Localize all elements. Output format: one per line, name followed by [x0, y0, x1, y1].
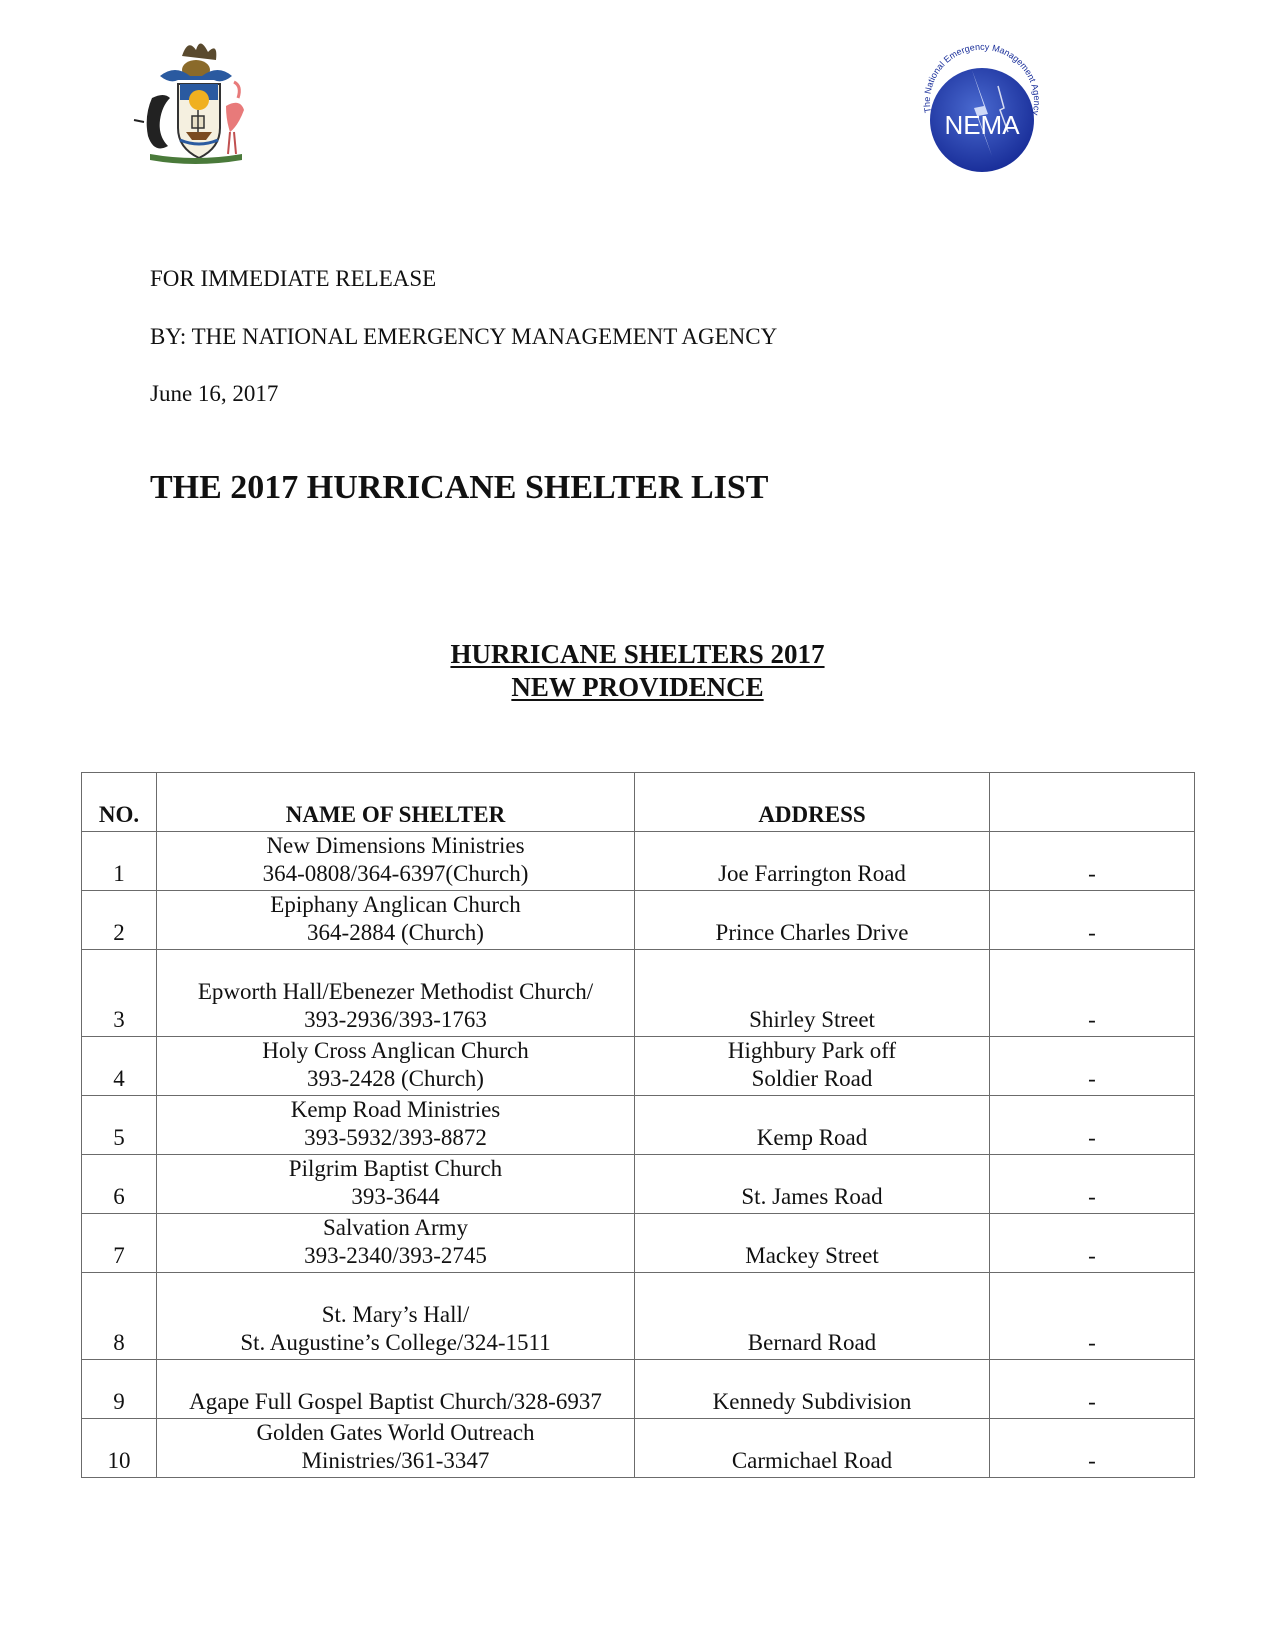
- shelter-address-cell: [635, 891, 990, 950]
- shelter-name: New Dimensions Ministries: [266, 833, 525, 858]
- nema-lightning-logo-icon: [912, 36, 1052, 176]
- table-row: [82, 1155, 1195, 1214]
- shelter-number: 2: [82, 891, 157, 950]
- extra-cell: -: [990, 1273, 1195, 1360]
- shelter-address-cell: [635, 1096, 990, 1155]
- nema-logo-text: NEMA: [944, 110, 1020, 140]
- extra-cell: -: [990, 1360, 1195, 1419]
- shelter-phone: 393-2428 (Church): [307, 1066, 484, 1091]
- shelter-phone: 393-2340/393-2745: [304, 1243, 487, 1268]
- shelter-address-line: Carmichael Road: [731, 1448, 893, 1473]
- shelter-address-cell: [635, 1419, 990, 1478]
- shelter-name-cell: [157, 832, 635, 891]
- table-row: [82, 1360, 1195, 1419]
- shelter-address-cell: [635, 1360, 990, 1419]
- shelter-name-cell: [157, 1155, 635, 1214]
- shelter-phone: 364-2884 (Church): [307, 920, 484, 945]
- shelter-name-cell: [157, 891, 635, 950]
- table-row: [82, 832, 1195, 891]
- shelter-name: Kemp Road Ministries: [290, 1097, 501, 1122]
- shelter-name-cell: [157, 950, 635, 1037]
- shelter-address-line: Kemp Road: [756, 1125, 868, 1150]
- shelter-address-cell: [635, 950, 990, 1037]
- table-row: [82, 1419, 1195, 1478]
- extra-cell: -: [990, 832, 1195, 891]
- section-heading-line2: NEW PROVIDENCE: [511, 672, 764, 702]
- shelter-name: St. Mary’s Hall/: [321, 1302, 470, 1327]
- extra-cell: -: [990, 1155, 1195, 1214]
- shelter-name: Epworth Hall/Ebenezer Methodist Church/: [197, 979, 594, 1004]
- shelter-name: Epiphany Anglican Church: [270, 892, 521, 917]
- shelter-number: 4: [82, 1037, 157, 1096]
- nema-ring-text: The National Emergency Management Agency: [921, 41, 1043, 117]
- shelter-name: Salvation Army: [322, 1215, 469, 1240]
- shelter-address-line: Prince Charles Drive: [715, 920, 909, 945]
- shelter-phone: 393-2936/393-1763: [304, 1007, 487, 1032]
- shelter-name-cell: [157, 1273, 635, 1360]
- shelter-name: Pilgrim Baptist Church: [288, 1156, 503, 1181]
- shelter-name-cell: [157, 1096, 635, 1155]
- shelter-address-cell: [635, 1214, 990, 1273]
- shelter-phone: Agape Full Gospel Baptist Church/328-6937: [189, 1389, 602, 1414]
- table-row: [82, 1273, 1195, 1360]
- table-row: [82, 891, 1195, 950]
- shelter-address-cell: [635, 1037, 990, 1096]
- table-row: [82, 1096, 1195, 1155]
- shelter-name-cell: [157, 1214, 635, 1273]
- shelter-address-line: Soldier Road: [751, 1066, 873, 1091]
- shelter-number: 1: [82, 832, 157, 891]
- column-header-extra: [990, 773, 1195, 832]
- shelter-address-cell: [635, 1273, 990, 1360]
- shelter-name: Golden Gates World Outreach: [256, 1420, 535, 1445]
- extra-cell: -: [990, 950, 1195, 1037]
- byline: BY: THE NATIONAL EMERGENCY MANAGEMENT AGENCY: [150, 324, 778, 349]
- shelter-address-line: Shirley Street: [749, 1007, 875, 1032]
- shelter-number: 5: [82, 1096, 157, 1155]
- table-row: [82, 950, 1195, 1037]
- shelter-name-cell: [157, 1037, 635, 1096]
- column-header-name: NAME OF SHELTER: [157, 773, 635, 832]
- shelter-phone: 393-3644: [351, 1184, 440, 1209]
- extra-cell: -: [990, 1419, 1195, 1478]
- release-notice: FOR IMMEDIATE RELEASE: [150, 266, 437, 291]
- shelter-phone: St. Augustine’s College/324-1511: [240, 1330, 551, 1355]
- shelter-address-cell: [635, 832, 990, 891]
- column-header-no: NO.: [82, 773, 157, 832]
- shelter-address-line: Mackey Street: [745, 1243, 879, 1268]
- page-title: THE 2017 HURRICANE SHELTER LIST: [150, 469, 769, 506]
- table-row: [82, 1214, 1195, 1273]
- shelter-table: [81, 772, 1195, 1478]
- shelter-number: 10: [82, 1419, 157, 1478]
- extra-cell: -: [990, 1096, 1195, 1155]
- shelter-number: 9: [82, 1360, 157, 1419]
- shelter-number: 6: [82, 1155, 157, 1214]
- shelter-phone: Ministries/361-3347: [301, 1448, 490, 1473]
- shelter-number: 7: [82, 1214, 157, 1273]
- shelter-name-cell: [157, 1360, 635, 1419]
- shelter-number: 8: [82, 1273, 157, 1360]
- shelter-address-line: Highbury Park off: [727, 1038, 897, 1063]
- table-header-row: [82, 773, 1195, 832]
- shelter-name: Holy Cross Anglican Church: [262, 1038, 529, 1063]
- column-header-address: ADDRESS: [635, 773, 990, 832]
- extra-cell: -: [990, 1037, 1195, 1096]
- release-date: June 16, 2017: [150, 381, 279, 406]
- section-heading-line1: HURRICANE SHELTERS 2017: [450, 639, 825, 669]
- coat-of-arms-logo: [130, 36, 260, 166]
- shelter-name-cell: [157, 1419, 635, 1478]
- shelter-address-cell: [635, 1155, 990, 1214]
- extra-cell: -: [990, 891, 1195, 950]
- shelter-number: 3: [82, 950, 157, 1037]
- shelter-address-line: St. James Road: [741, 1184, 883, 1209]
- nema-logo: [912, 36, 1052, 176]
- shelter-address-line: Bernard Road: [747, 1330, 877, 1355]
- table-row: [82, 1037, 1195, 1096]
- bahamas-coat-of-arms-icon: [130, 36, 260, 166]
- shelter-address-line: Kennedy Subdivision: [712, 1389, 912, 1414]
- shelter-phone: 364-0808/364-6397(Church): [262, 861, 529, 886]
- shelter-address-line: Joe Farrington Road: [718, 861, 906, 886]
- shelter-phone: 393-5932/393-8872: [304, 1125, 487, 1150]
- extra-cell: -: [990, 1214, 1195, 1273]
- section-heading: [0, 638, 1275, 704]
